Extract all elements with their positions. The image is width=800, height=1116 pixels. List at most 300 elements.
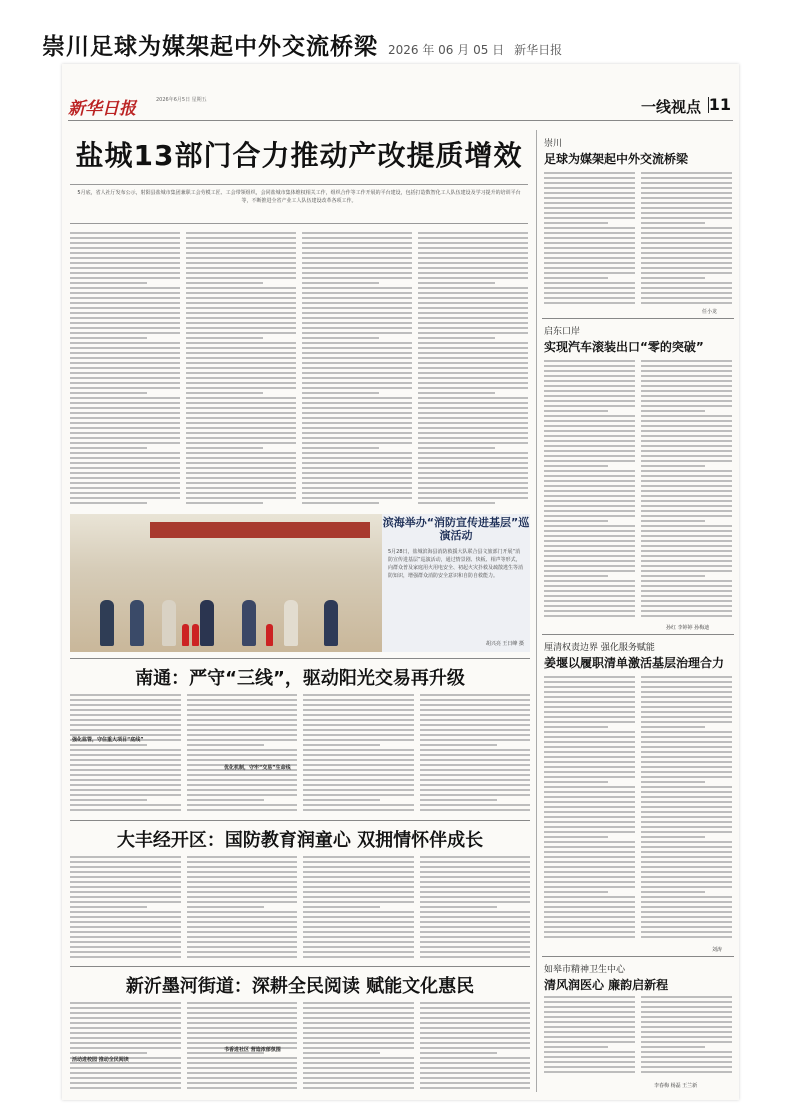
text-line [302,417,412,419]
text-line [641,901,732,903]
text-line [70,277,180,279]
text-line [70,1037,181,1039]
text-line [186,387,296,389]
text-line [187,1007,298,1009]
text-line [641,400,732,402]
text-line [544,302,635,304]
text-line [186,477,296,479]
text-line [418,432,528,434]
newspaper-logo: 新华日报 [68,99,136,119]
text-line [641,292,732,294]
text-line [302,352,412,354]
text-line [303,704,414,706]
text-line [70,347,180,349]
text-line [70,447,147,449]
text-line [70,866,181,868]
text-column [544,360,635,620]
text-line [420,1027,531,1029]
text-line [186,297,296,299]
text-line [544,716,635,718]
text-line [70,437,180,439]
text-line [641,440,732,442]
text-line [641,570,732,572]
photo-credit: 胡兴亮 王日峰 摄 [485,641,524,647]
text-line [544,1011,635,1013]
text-line [70,709,181,711]
text-line [641,595,732,597]
text-line [544,605,635,607]
text-line [418,497,528,499]
text-line [302,247,412,249]
text-line [418,297,528,299]
text-line [420,729,531,731]
text-line [70,307,180,309]
text-line [420,941,531,943]
text-line [544,470,635,472]
text-line [641,247,732,249]
text-line [418,362,528,364]
text-line [187,724,298,726]
text-line [70,452,180,454]
text-line [641,615,732,617]
text-line [641,485,732,487]
text-line [420,866,531,868]
text-line [544,440,635,442]
text-line [544,876,635,878]
text-line [187,1002,298,1004]
text-line [641,560,732,562]
text-line [420,799,497,801]
text-line [544,580,635,582]
text-line [187,856,298,858]
text-line [641,931,732,933]
text-line [544,1071,635,1073]
text-line [303,789,414,791]
text-line [544,911,635,913]
text-line [186,492,296,494]
text-line [302,382,412,384]
text-column [544,172,635,307]
photo-figure [242,600,256,646]
text-line [641,237,732,239]
text-line [186,232,296,234]
text-line [70,1027,181,1029]
text-line [641,610,732,612]
sidebar-body-2 [544,360,732,622]
text-line [187,946,298,948]
text-line [641,691,732,693]
text-line [70,871,181,873]
text-line [641,826,732,828]
text-line [186,412,296,414]
nantong-subhead-1: 强化监管，守住重大项目“底线” [72,737,144,743]
text-line [544,555,635,557]
text-line [544,1036,635,1038]
text-line [544,906,635,908]
text-line [186,247,296,249]
text-line [420,1012,531,1014]
text-line [187,916,298,918]
text-line [418,272,528,274]
text-line [187,861,298,863]
text-line [70,809,181,811]
text-line [302,237,412,239]
text-line [420,769,531,771]
text-line [544,1026,635,1028]
text-line [641,911,732,913]
text-line [187,704,298,706]
text-line [70,1082,181,1084]
text-line [186,237,296,239]
sidebar-kicker-2: 启东口岸 [544,327,581,337]
header-source: 新华日报 [514,43,563,57]
text-line [186,332,296,334]
text-line [641,420,732,422]
text-line [302,312,412,314]
text-line [302,272,412,274]
section-rule [70,966,530,967]
text-line [70,891,181,893]
text-line [187,1072,298,1074]
text-line [641,242,732,244]
text-line [187,754,298,756]
text-line [544,222,608,224]
text-line [187,931,298,933]
text-line [303,734,414,736]
text-line [420,1037,531,1039]
text-line [186,452,296,454]
text-line [544,1046,608,1048]
text-line [302,347,412,349]
text-line [303,1007,414,1009]
text-line [544,761,635,763]
text-line [641,746,732,748]
text-column [420,856,531,961]
sidebar-title-3: 姜堰以履职清单激活基层治理合力 [544,656,725,670]
text-line [418,377,528,379]
text-line [420,931,531,933]
sidebar-byline-4: 李春梅 杨磊 王兰新 [654,1083,698,1089]
text-line [186,422,296,424]
section-rule [70,658,530,659]
text-line [70,901,181,903]
text-line [70,417,180,419]
text-line [186,487,296,489]
text-line [187,734,298,736]
text-line [544,791,635,793]
text-line [418,287,528,289]
text-line [641,575,705,577]
text-line [187,1087,298,1089]
text-line [70,432,180,434]
sidebar-title-2: 实现汽车滚装出口“零的突破” [544,340,704,354]
text-line [418,307,528,309]
text-line [303,794,414,796]
text-line [641,786,732,788]
text-line [302,342,412,344]
text-line [418,322,528,324]
text-line [70,292,180,294]
text-line [186,307,296,309]
text-line [70,699,181,701]
text-line [70,472,180,474]
text-line [420,804,531,806]
text-line [641,530,732,532]
text-line [420,951,531,953]
text-line [418,417,528,419]
text-line [641,816,732,818]
text-line [544,751,635,753]
text-line [418,372,528,374]
text-line [418,262,528,264]
text-line [641,1011,732,1013]
text-line [187,896,298,898]
text-line [418,502,495,504]
text-line [641,1031,732,1033]
page-number: 11 [708,95,731,114]
text-line [544,505,635,507]
section-rule [542,956,734,957]
text-line [420,1062,531,1064]
text-line [187,1022,298,1024]
text-line [70,357,180,359]
news-photo[interactable] [70,514,382,652]
text-line [302,282,379,284]
text-line [641,1036,732,1038]
text-line [303,1042,414,1044]
text-line [187,719,298,721]
column-divider [536,130,537,1092]
text-line [186,242,296,244]
text-line [70,302,180,304]
text-line [186,252,296,254]
dafeng-headline: 大丰经开区：国防教育润童心 双拥情怀伴成长 [116,830,484,851]
text-line [186,372,296,374]
text-line [187,951,298,953]
text-line [302,317,412,319]
text-line [302,307,412,309]
lead-text: 5月底，省人社厅发布公示，射阳县盐城市集团兼职工会劳模工匠、工会带领组织，会同盐城市集体维权相关工作，组织合作等工作开展的平台建设，包括打造数智化工人队伍建设及学习提升的培训平台等，不断推进全省产业工人队伍建设改革各项工作。 [77,190,521,204]
text-line [303,1017,414,1019]
text-column [187,694,298,814]
sidebar-byline-3: 刘涛 [712,947,723,953]
text-line [303,1072,414,1074]
text-line [302,367,412,369]
page-title: 崇川足球为媒架起中外交流桥梁 2026 年 06 月 05 日 新华日报 [42,34,563,60]
text-line [641,222,705,224]
text-line [641,1051,732,1053]
text-line [186,272,296,274]
text-line [641,731,732,733]
text-line [302,287,412,289]
text-line [187,1042,298,1044]
text-line [303,779,414,781]
text-line [70,332,180,334]
section-rule [542,634,734,635]
text-line [70,1087,181,1089]
text-line [303,1062,414,1064]
text-line [544,1056,635,1058]
text-line [641,465,705,467]
text-line [186,357,296,359]
text-line [641,282,732,284]
text-line [544,465,608,467]
text-line [187,1067,298,1069]
text-line [544,916,635,918]
text-line [641,425,732,427]
dafeng-body [70,856,530,962]
text-line [544,846,635,848]
text-line [544,826,635,828]
text-line [70,694,181,696]
text-line [420,891,531,893]
text-line [303,759,414,761]
text-line [187,881,298,883]
text-line [70,749,181,751]
text-line [641,385,732,387]
text-line [641,1066,732,1068]
text-line [303,809,414,811]
text-line [641,297,732,299]
text-line [641,415,732,417]
text-line [187,1057,298,1059]
text-line [70,774,181,776]
text-line [302,472,412,474]
extinguisher-icon [182,624,189,646]
text-line [544,540,635,542]
text-line [641,525,732,527]
text-line [303,861,414,863]
text-line [186,437,296,439]
text-line [302,397,412,399]
text-line [70,1022,181,1024]
text-line [544,390,635,392]
text-line [186,262,296,264]
text-line [641,182,732,184]
text-line [544,821,635,823]
text-line [544,696,635,698]
text-line [70,247,180,249]
text-column [70,232,180,507]
text-line [641,761,732,763]
text-line [418,252,528,254]
text-line [641,395,732,397]
text-line [641,846,732,848]
text-line [641,202,732,204]
sidebar-byline-1: 任小龙 [702,309,718,315]
photo-figure [162,600,176,646]
text-line [303,694,414,696]
text-line [303,739,414,741]
text-column [187,856,298,961]
text-line [70,267,180,269]
text-line [641,896,732,898]
text-line [544,272,635,274]
text-line [641,776,732,778]
text-line [187,809,298,811]
text-line [641,766,732,768]
text-line [70,876,181,878]
text-line [641,455,732,457]
text-line [70,946,181,948]
text-line [187,804,298,806]
text-line [70,242,180,244]
text-line [641,676,732,678]
text-line [187,1082,298,1084]
text-line [420,1087,531,1089]
text-line [303,1022,414,1024]
text-line [641,495,732,497]
text-line [544,1041,635,1043]
text-line [186,417,296,419]
text-line [641,906,732,908]
text-line [544,691,635,693]
text-line [70,367,180,369]
text-line [303,1052,380,1054]
text-line [544,490,635,492]
text-line [641,701,732,703]
text-line [70,442,180,444]
text-line [641,370,732,372]
text-line [186,317,296,319]
text-line [641,686,732,688]
sidebar-kicker-3: 厘清权责边界 强化服务赋能 [544,643,655,653]
text-line [186,287,296,289]
text-line [420,936,531,938]
text-line [418,492,528,494]
text-line [70,422,180,424]
text-line [544,515,635,517]
text-line [641,736,732,738]
text-line [544,575,608,577]
text-line [303,804,414,806]
photo-figure [100,600,114,646]
text-line [302,332,412,334]
text-line [186,472,296,474]
text-line [303,931,414,933]
text-line [418,267,528,269]
text-line [544,480,635,482]
text-line [70,407,180,409]
text-line [187,936,298,938]
text-line [641,841,732,843]
text-line [544,681,635,683]
extinguisher-icon [266,624,273,646]
text-line [70,272,180,274]
text-line [302,467,412,469]
text-line [544,277,608,279]
text-line [418,387,528,389]
sidebar-kicker-1: 崇川 [544,139,563,149]
text-line [544,415,635,417]
text-line [70,287,180,289]
text-line [641,605,732,607]
text-line [70,497,180,499]
text-line [420,709,531,711]
sidebar-body-4 [544,996,732,1080]
text-line [641,741,732,743]
text-line [544,1021,635,1023]
newspaper-page[interactable] [62,64,739,1100]
text-line [641,921,732,923]
text-line [641,886,732,888]
text-line [641,252,732,254]
text-line [303,856,414,858]
text-line [187,1062,298,1064]
text-line [418,462,528,464]
text-line [544,172,635,174]
sidebar-body-1 [544,172,732,308]
